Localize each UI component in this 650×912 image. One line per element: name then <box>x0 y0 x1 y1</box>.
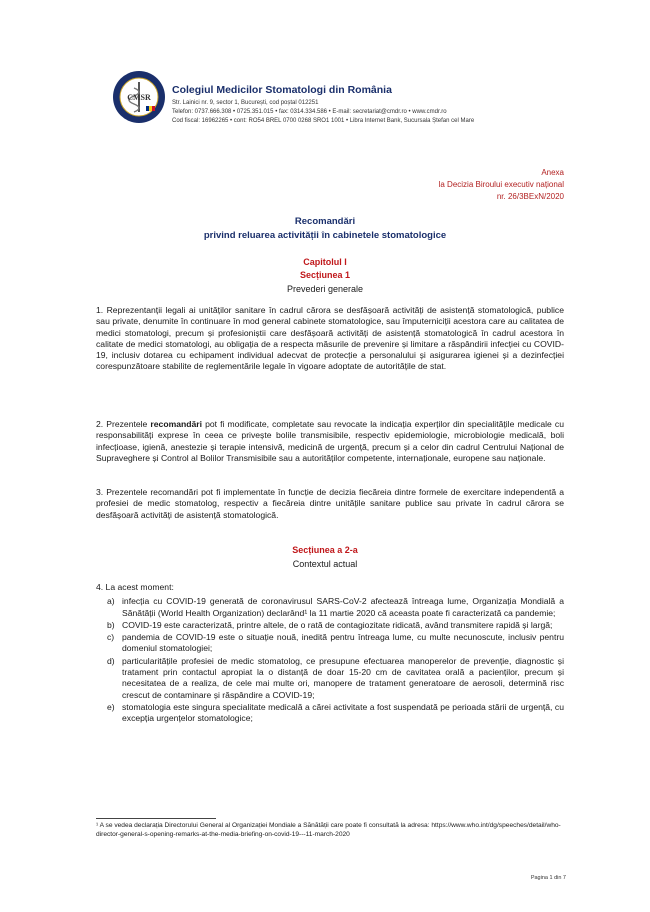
doc-subtitle: privind reluarea activității în cabinetele stomatologice <box>203 230 447 241</box>
footnote-divider <box>96 818 216 819</box>
org-name: Colegiul Medicilor Stomatologi din România <box>172 84 392 96</box>
section1-subtitle: Prevederi generale <box>286 284 364 294</box>
section1-heading: Secțiunea 1 <box>299 270 351 280</box>
org-address: Str. Lainici nr. 9, sector 1, București, cod poștal 012251 <box>172 100 319 106</box>
list-item-text: COVID-19 este caracterizată, printre altele, de o rată de contagiozitate ridicată, având transmitere rapidă și largă; <box>122 619 553 630</box>
list-item-text: particularitățile profesiei de medic stomatolog, ce presupune efectuarea manoperelor de prevenție, diagnostic și tratament prin contactul apropiat la o distanță de doar 15-20 cm de cavitatea orală a pacienților, precum și necesitatea de a realiza, de cele mai multe ori, manopere de tratament generatoare de aerosoli, determină risc crescut de contaminare și răspândire a COVID-19; <box>122 655 564 700</box>
org-fiscal: Cod fiscal: 16962265 • cont: RO54 BREL 0700 0268 SRO1 1001 • Libra Internet Bank, Sucursala Ștefan cel Mare <box>172 118 475 124</box>
paragraph-2-start: 2. Prezentele <box>96 419 151 429</box>
cmsr-logo <box>112 70 166 124</box>
section2-heading: Secțiunea a 2-a <box>292 545 358 555</box>
org-contact: Telefon: 0737.666.308 • 0725.351.015 • fax: 0314.334.586 • E-mail: secretariat@cmdr.ro • www.cmdr.ro <box>172 109 447 115</box>
list-item-label: b) <box>107 619 115 630</box>
list-item <box>96 596 564 619</box>
list-item-label: c) <box>107 632 115 643</box>
paragraph-3: 3. Prezentele recomandări pot fi implementate în funcție de decizia fiecăreia dintre formele de exercitare independentă a profesiei de medic stomatolog, respectiv a fiecăreia dintre unitățile sanitare publice sau private în cadrul cărora se desfășoară activități de asistență stomatologică. <box>96 487 564 520</box>
context-list <box>96 582 564 725</box>
list-item <box>96 620 564 631</box>
footnote: ¹ A se vedea declarația Directorului General al Organizației Mondiale a Sănătății care poate fi consultată la adresa: https://www.who.int/dg/speeches/detail/who-director-general-s-opening-remarks-at-the-media-briefing-on-covid-19---11-march-2020 <box>96 822 561 838</box>
paragraph-2-rest: pot fi modificate, completate sau revocate la indicația experților din specialitățile medicale cu responsabilități exprese în ceea ce privește bolile transmisibile, respectiv epidemiologie, microbiologie medicală, boli infecțioase, igienă, anestezie și terapie intensivă, medicină de urgență, precum și a celor din cadrul Centrului Național de Supraveghere și Control al Bolilor Transmisibile sau a autorităților competente, internaționale, europene sau naționale. <box>96 419 564 463</box>
list-item <box>96 702 564 725</box>
list-item-label: d) <box>107 655 115 666</box>
context-intro: 4. La acest moment: <box>96 582 174 592</box>
list-item <box>96 656 564 701</box>
doc-title: Recomandări <box>294 216 356 227</box>
page-number: Pagina 1 din 7 <box>530 875 566 881</box>
list-item-text: pandemia de COVID-19 este o situație nouă, inedită pentru întreaga lume, cu multe necunoscute, inclusiv pentru domeniul stomatologiei; <box>122 632 564 654</box>
logo-text: CMSR <box>127 93 151 102</box>
list-item-text: infecția cu COVID-19 generată de coronavirusul SARS-CoV-2 afectează întreaga lume, Organizația Mondială a Sănătății (World Health Organization) declarând¹ la 11 martie 2020 că aceasta poate fi caracterizată ca pandemie; <box>122 596 564 618</box>
annex-decision: la Decizia Biroului executiv național <box>438 180 564 189</box>
list-item <box>96 632 564 655</box>
paragraph-2-bold: recomandări <box>150 419 203 429</box>
chapter-heading: Capitolul I <box>303 257 347 267</box>
list-item-label: e) <box>107 701 115 712</box>
annex-number: nr. 26/3BExN/2020 <box>496 192 564 201</box>
annex-label: Anexa <box>541 168 564 177</box>
section2-subtitle: Contextul actual <box>292 559 358 569</box>
list-item-text: stomatologia este singura specialitate medicală a cărei activitate a fost suspendată pe perioada stării de urgență, cu excepția urgențelor stomatologice; <box>122 701 564 724</box>
list-item-label: a) <box>107 596 115 607</box>
paragraph-2 <box>96 419 564 464</box>
paragraph-1: 1. Reprezentanții legali ai unităților sanitare în cadrul cărora se desfășoară activități de asistență stomatologică, publice sau private, denumite în continuare în mod general cabinete stomatologice, sau împuterniciții acestora care au calitatea de medici stomatologi, precum și profesioniștii care desfășoară activități de asistență stomatologică în cadrul acestora în calitate de medici stomatologi, au obligația de a respecta măsurile de prevenire și limitare a răspândirii infecției cu COVID-19, inclusiv dotarea cu echipament individual adecvat de protecție a personalului și asigurarea igienei și a dezinfecției corespunzătoare stabilite de reglementările legale în vigoare adoptate de autoritățile de stat. <box>96 305 564 372</box>
